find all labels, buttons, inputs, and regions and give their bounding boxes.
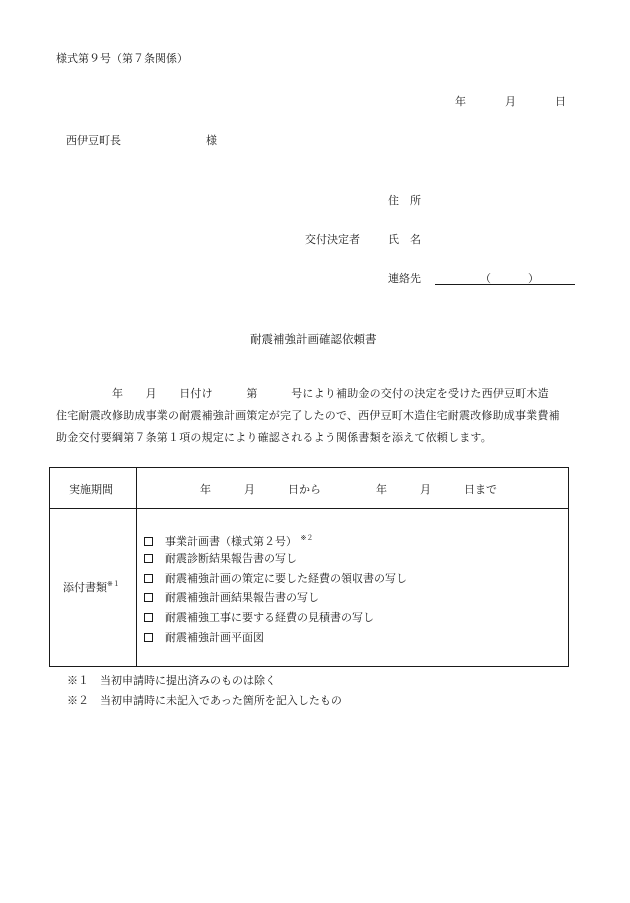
- period-label: 実施期間: [69, 483, 113, 496]
- attachment-label: 耐震補強計画平面図: [165, 630, 264, 644]
- body-line-3: 助金交付要綱第７条第１項の規定により確認されるよう関係書類を添えて依頼します。: [56, 431, 492, 444]
- body-line-1: 年 月 日付け 第 号により補助金の交付の決定を受けた西伊豆町木造: [56, 387, 549, 400]
- address-label: 住 所: [388, 194, 421, 207]
- attachment-item: [142, 549, 407, 569]
- date-year-label: 年: [455, 95, 466, 108]
- attachment-item: [142, 588, 407, 608]
- checkbox-icon[interactable]: [144, 574, 153, 583]
- contact-label: 連絡先: [388, 272, 421, 285]
- contact-paren-close: ）: [528, 272, 539, 285]
- attachment-label: 耐震補強工事に要する経費の見積書の写し: [165, 611, 374, 625]
- form-number: 様式第９号（第７条関係）: [56, 52, 188, 65]
- attachments-label-note: ※１: [107, 580, 120, 588]
- body-paragraph: [56, 383, 576, 449]
- date-day-label: 日: [555, 95, 566, 108]
- recipient-honorific: 様: [206, 134, 217, 147]
- attachment-label: 事業計画書（様式第２号）: [165, 535, 297, 548]
- attachments-label-text: 添付書類: [63, 581, 107, 594]
- period-value: 年 月 日から 年 月 日まで: [200, 483, 497, 496]
- note-2: ※２ 当初申請時に未記入であった箇所を記入したもの: [67, 694, 342, 707]
- grant-recipient-label: 交付決定者: [305, 233, 360, 246]
- date-month-label: 月: [505, 95, 516, 108]
- checkbox-icon[interactable]: [144, 613, 153, 622]
- note-1: ※１ 当初申請時に提出済みのものは除く: [67, 674, 276, 687]
- attachment-label: 耐震補強計画の策定に要した経費の領収書の写し: [165, 571, 407, 585]
- checkbox-icon[interactable]: [144, 633, 153, 642]
- attachment-label: 耐震診断結果報告書の写し: [165, 551, 297, 565]
- contact-field[interactable]: [435, 270, 575, 285]
- checkbox-icon[interactable]: [144, 537, 153, 546]
- table-divider-horizontal: [50, 508, 568, 509]
- attachment-item: [142, 569, 407, 589]
- attachment-item: [142, 529, 407, 549]
- contact-paren-open: （: [480, 272, 491, 285]
- attachments-list: [142, 529, 407, 648]
- document-title: 耐震補強計画確認依頼書: [250, 332, 377, 346]
- checkbox-icon[interactable]: [144, 593, 153, 602]
- attachment-item: [142, 608, 407, 628]
- attachment-note: ※２: [300, 534, 314, 542]
- attachment-label: 耐震補強計画結果報告書の写し: [165, 591, 319, 605]
- table-divider-vertical: [136, 468, 137, 666]
- info-table: [49, 467, 569, 667]
- attachment-item: [142, 628, 407, 648]
- checkbox-icon[interactable]: [144, 554, 153, 563]
- body-line-2: 住宅耐震改修助成事業の耐震補強計画策定が完了したので、西伊豆町木造住宅耐震改修助成事業費補: [56, 409, 560, 422]
- recipient-name: 西伊豆町長: [66, 134, 121, 147]
- attachments-label: [63, 579, 120, 595]
- name-label: 氏 名: [388, 233, 421, 246]
